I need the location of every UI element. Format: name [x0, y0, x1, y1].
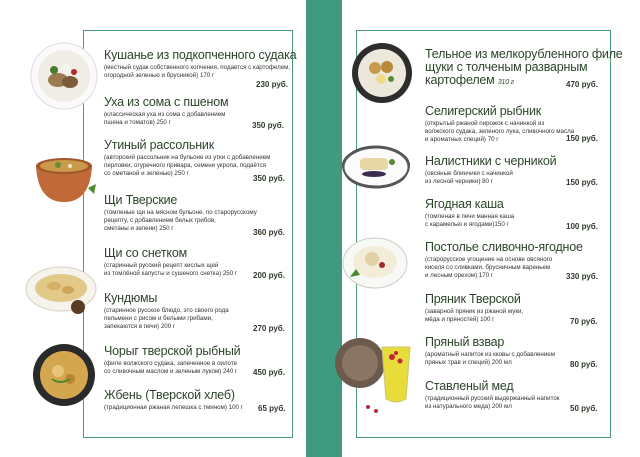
menu-item-description: (открытый ржаной пирожок с начинкой из волжского судака, зеленого лука, сливочного масла и ароматных специй) 70 г: [425, 120, 575, 143]
menu-item-name: Тельное из мелкорубленного филе: [425, 47, 623, 61]
menu-item-name: Налистники с черникой: [425, 154, 557, 168]
menu-item-price: 150 руб.: [566, 134, 598, 143]
menu-item-name: Селигерский рыбник: [425, 104, 542, 118]
menu-item-name: Кундюмы: [104, 291, 158, 305]
menu-item-description: (местный судак собственного копчения, подается с картофелем, огородной зеленью и брусникой) 170 г: [104, 64, 291, 79]
smoked-zander-dish-image: [30, 42, 98, 110]
menu-item-price: 350 руб.: [253, 174, 285, 183]
menu-item-description: (классическая уха из сома с добавлением пшена и томатов) 250 г: [104, 111, 226, 126]
menu-item-name: Кушанье из подкопченного судака: [104, 48, 297, 62]
menu-item-stavleny-mead: [425, 380, 560, 411]
menu-item-name: Уха из сома с пшеном: [104, 95, 229, 109]
menu-item-berry-porridge: [425, 198, 514, 229]
left-page-spine-stripe: [306, 0, 320, 457]
duck-rassolnik-pot-image: [30, 148, 98, 206]
menu-item-price: 360 руб.: [253, 228, 285, 237]
fish-choryg-dish-image: [32, 343, 96, 407]
menu-item-price: 80 руб.: [570, 360, 598, 369]
postolye-dessert-image: [342, 235, 408, 291]
menu-item-price: 350 руб.: [252, 121, 284, 130]
menu-item-description: (ароматный напиток из кковы с добавлением пряных трав и специй) 200 мл: [425, 351, 555, 366]
menu-item-name: Ягодная каша: [425, 197, 504, 211]
gingerbread-and-drink-image: [332, 333, 422, 415]
menu-item-description: (томленая в печи манная каша с карамелью и ягодами)150 г: [425, 213, 515, 228]
menu-item-description: (томленые щи на мясном бульоне, по старорусскому рецепту, с добавлением белых грибов, сметаны и зелени) 250 г: [104, 209, 257, 232]
menu-item-name: Постолье сливочно-ягодное: [425, 240, 583, 254]
menu-item-kundyumy: [104, 292, 229, 331]
menu-item-shchi-snetok: [104, 247, 237, 278]
menu-item-name: Щи Тверские: [104, 193, 178, 207]
menu-item-price: 330 руб.: [566, 272, 598, 281]
menu-item-name: Чорыг тверской рыбный: [104, 344, 241, 358]
menu-item-spiced-vzvar: [425, 336, 555, 367]
menu-item-name: Щи со снетком: [104, 246, 187, 260]
menu-item-fish-choryg: [104, 345, 240, 376]
menu-item-tver-shchi: [104, 194, 257, 233]
menu-item-description: (овсяные блинчики с начинкой из лесной черники) 80 г: [425, 170, 513, 185]
menu-item-price: 270 руб.: [253, 324, 285, 333]
menu-item-price: 70 руб.: [570, 317, 598, 326]
menu-item-nalistniki: [425, 155, 556, 186]
menu-item-zhben: [104, 389, 243, 412]
menu-item-weight: 310 г: [497, 79, 514, 86]
menu-item-name: Утиный рассольник: [104, 138, 214, 152]
shchi-bowl-image: [24, 260, 98, 318]
menu-item-description: (старорусское угощение на основе овсяного киселя со сливками, брусничным вареньем и лесным орехом) 170 г: [425, 256, 553, 279]
menu-item-price: 470 руб.: [566, 80, 598, 89]
menu-item-tver-gingerbread: [425, 293, 523, 324]
pike-telnoe-dish-image: [351, 42, 413, 104]
menu-item-description: (филе волжского судака, запеченное в оилоте со сливочным маслом и зеленым луком) 240 г: [104, 360, 238, 375]
menu-item-description: (авторский рассольник на бульоне из утки с добавлением перловки, огуречного привара, семени укропа, подаётся со сметаной и зеленью) 250 г: [104, 154, 271, 177]
menu-item-description: (традиционный русский выдержанный напиток из натурального меда) 200 мл: [425, 395, 560, 410]
menu-item-postolye: [425, 241, 583, 280]
menu-item-catfish-ukha: [104, 96, 228, 127]
menu-item-description: (старинное русское блюдо, это своего рода пельмени с рисом и белыми грибами, запекаются в печи) 200 г: [104, 307, 229, 330]
menu-item-price: 200 руб.: [253, 271, 285, 280]
menu-item-description: (традиционная ржаная лепешка с тмином) 100 г: [104, 404, 243, 411]
menu-item-price: 65 руб.: [258, 404, 286, 413]
menu-item-price: 450 руб.: [253, 368, 285, 377]
menu-item-description: (заварной пряник из ржаной муки, мёда и пряностей) 100 г: [425, 308, 524, 323]
menu-item-name-line-3: картофелем 310 г: [425, 73, 514, 87]
menu-item-smoked-zander: [104, 49, 296, 80]
menu-item-name: Пряный взвар: [425, 335, 505, 349]
blinchiki-dish-image: [342, 140, 410, 190]
menu-item-price: 230 руб.: [256, 80, 288, 89]
menu-item-name: Ставленый мед: [425, 379, 514, 393]
menu-item-name-line-2: щуки с толченым разварным: [425, 60, 588, 74]
menu-item-seliger-rybnik: [425, 105, 574, 144]
menu-item-price: 100 руб.: [566, 222, 598, 231]
menu-item-name: Пряник Тверской: [425, 292, 521, 306]
menu-item-description: (старинный русский рецепт кислых щей из томлёной капусты и сушеного снетка) 250 г: [104, 262, 238, 277]
menu-item-name: Жбень (Тверской хлеб): [104, 388, 235, 402]
menu-item-price: 150 руб.: [566, 178, 598, 187]
menu-item-duck-rassolnik: [104, 139, 270, 178]
menu-item-price: 50 руб.: [570, 404, 598, 413]
